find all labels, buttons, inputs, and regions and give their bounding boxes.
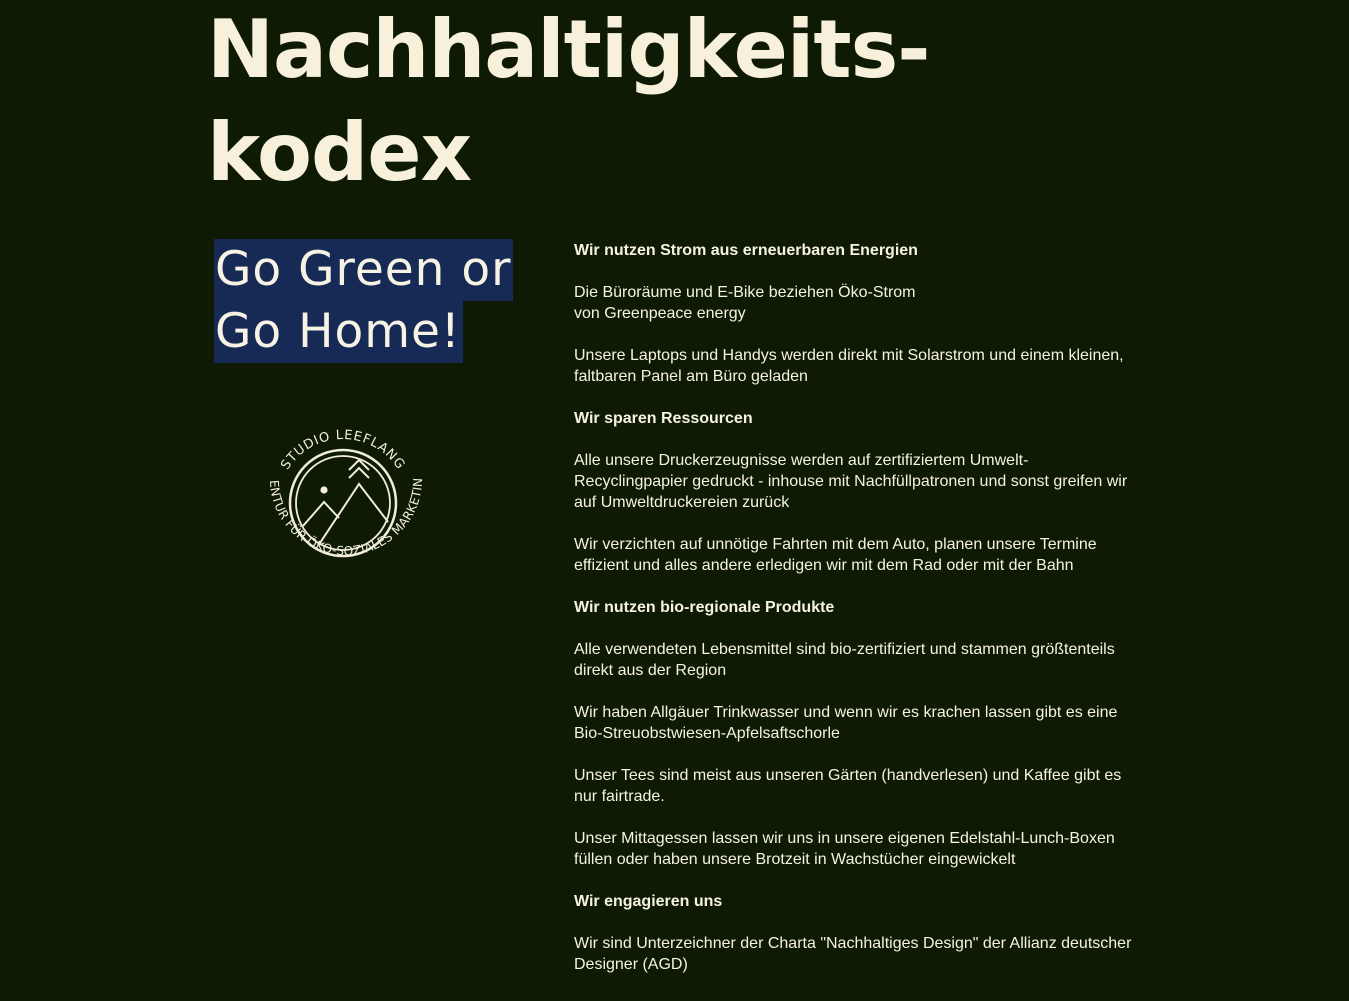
page-title-line-2: kodex: [207, 106, 472, 199]
section-heading-energy: Wir nutzen Strom aus erneuerbaren Energien: [574, 242, 918, 259]
section-paragraph: Wir haben Allgäuer Trinkwasser und wenn wir es krachen lassen gibt es eine Bio-Streuobstwiesen-Apfelsaftschorle: [574, 704, 1118, 742]
section-paragraph: Unser Tees sind meist aus unseren Gärten (handverlesen) und Kaffee gibt es nur fairtrade.: [574, 767, 1122, 805]
section-paragraph: Unsere Laptops und Handys werden direkt mit Solarstrom und einem kleinen, faltbaren Panel am Büro geladen: [574, 347, 1124, 385]
section-paragraph: Unser Mittagessen lassen wir uns in unsere eigenen Edelstahl-Lunch-Boxen füllen oder haben unsere Brotzeit in Wachstücher eingewickelt: [574, 830, 1115, 868]
section-paragraph: Wir sind Unterzeichner der Charta "Nachhaltiges Design" der Allianz deutscher Designer (AGD): [574, 935, 1132, 973]
mountain-sun-emblem-icon: [248, 408, 438, 598]
section-paragraph: Alle unsere Druckerzeugnisse werden auf zertifiziertem Umwelt-Recyclingpapier gedruckt - inhouse mit Nachfüllpatronen und sonst greifen wir auf Umweltdruckereien zurück: [574, 452, 1128, 511]
studio-logo: [248, 408, 438, 598]
section-paragraph: Alle verwendeten Lebensmittel sind bio-zertifiziert und stammen größtenteils direkt aus der Region: [574, 641, 1115, 679]
logo-top-text: STUDIO LEEFLANG: [278, 427, 408, 473]
page-title-line-1: Nachhaltigkeits-: [207, 3, 930, 96]
logo-bottom-text: ENTUR FÜR ÖKO-SOZIALES MARKETIN: [266, 477, 426, 559]
page-title: [207, 0, 967, 204]
slogan-line-1: Go Green or: [214, 239, 513, 301]
section-heading-resources: Wir sparen Ressourcen: [574, 410, 753, 427]
energy-paragraph-1-line: Die Büroräume und E-Bike beziehen Öko-Strom: [574, 284, 916, 301]
section-paragraph: [574, 282, 1134, 324]
slogan: [214, 239, 544, 363]
section-heading-products: Wir nutzen bio-regionale Produkte: [574, 599, 835, 616]
sustainability-content: [574, 240, 1134, 996]
section-heading-engagement: Wir engagieren uns: [574, 893, 723, 910]
energy-paragraph-1-line: von Greenpeace energy: [574, 305, 746, 322]
slogan-line-2: Go Home!: [214, 301, 463, 363]
section-paragraph: Wir verzichten auf unnötige Fahrten mit dem Auto, planen unsere Termine effizient und alles andere erledigen wir mit dem Rad oder mit der Bahn: [574, 536, 1097, 574]
